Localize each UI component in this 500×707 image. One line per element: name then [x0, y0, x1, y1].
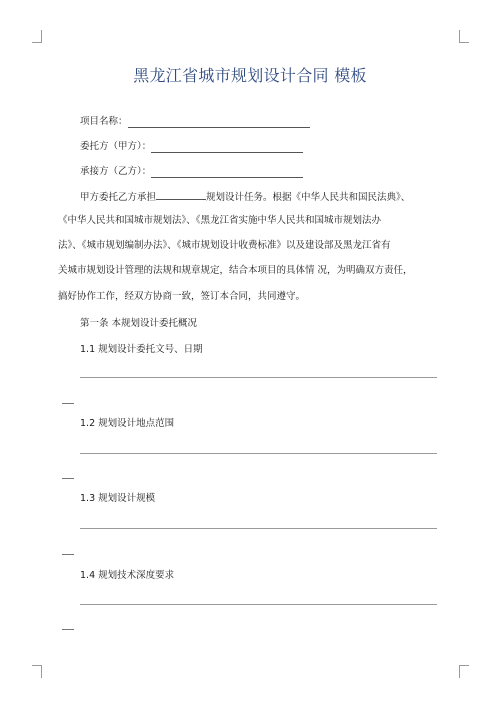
- intro-line-5: 搞好协作工作，经双方协商一致，签订本合同，共同遵守。: [58, 291, 306, 302]
- intro-line-1: [80, 189, 410, 204]
- item-1-2-dash: [62, 478, 74, 479]
- item-1-2-label: 1.2 规划设计地点范围: [80, 418, 175, 429]
- item-1-4-answer-line: [80, 604, 437, 605]
- crop-mark-top-right: [459, 30, 469, 43]
- intro-line-1-end: 规划设计任务。根据《中华人民共和国民法典》、: [206, 192, 411, 203]
- item-1-1-dash: [62, 403, 74, 404]
- contractor-party-blank: [151, 167, 303, 178]
- item-1-3-dash: [62, 554, 74, 555]
- intro-line-4: 关城市规划设计管理的法规和规章规定，结合本项目的具体情 况，为明确双方责任，: [58, 265, 413, 276]
- client-party-label: 委托方（甲方）：: [80, 141, 152, 152]
- project-name-blank: [128, 117, 310, 128]
- item-1-2-answer-line: [80, 453, 437, 454]
- crop-mark-bottom-right: [459, 665, 469, 678]
- item-1-1-label: 1.1 规划设计委托文号、日期: [80, 344, 203, 355]
- item-1-3-label: 1.3 规划设计规模: [80, 493, 156, 504]
- intro-line-1-start: 甲方委托乙方承担: [80, 192, 157, 203]
- article-1-heading: 第一条 本规划设计委托概况: [80, 318, 198, 329]
- client-party-blank: [151, 142, 303, 153]
- task-blank: [156, 189, 206, 200]
- item-1-4-label: 1.4 规划技术深度要求: [80, 570, 175, 581]
- intro-line-2: 《中华人民共和国城市规划法》、《黑龙江省实施中华人民共和国城市规划法办: [58, 215, 382, 226]
- contractor-party-field: [80, 165, 303, 178]
- item-1-1-answer-line: [80, 377, 437, 378]
- crop-mark-bottom-left: [32, 665, 42, 678]
- document-title: 黑龙江省城市规划设计合同 模板: [133, 66, 367, 85]
- item-1-3-answer-line: [80, 528, 437, 529]
- project-name-field: [80, 115, 310, 128]
- crop-mark-top-left: [32, 30, 42, 43]
- item-1-4-dash: [62, 629, 74, 630]
- project-name-label: 项目名称：: [80, 116, 128, 127]
- contractor-party-label: 承接方（乙方）：: [80, 166, 152, 177]
- intro-line-3: 法》、《城市规划编制办法》、《城市规划设计收费标准》以及建设部及黑龙江省有: [58, 240, 391, 251]
- client-party-field: [80, 140, 303, 153]
